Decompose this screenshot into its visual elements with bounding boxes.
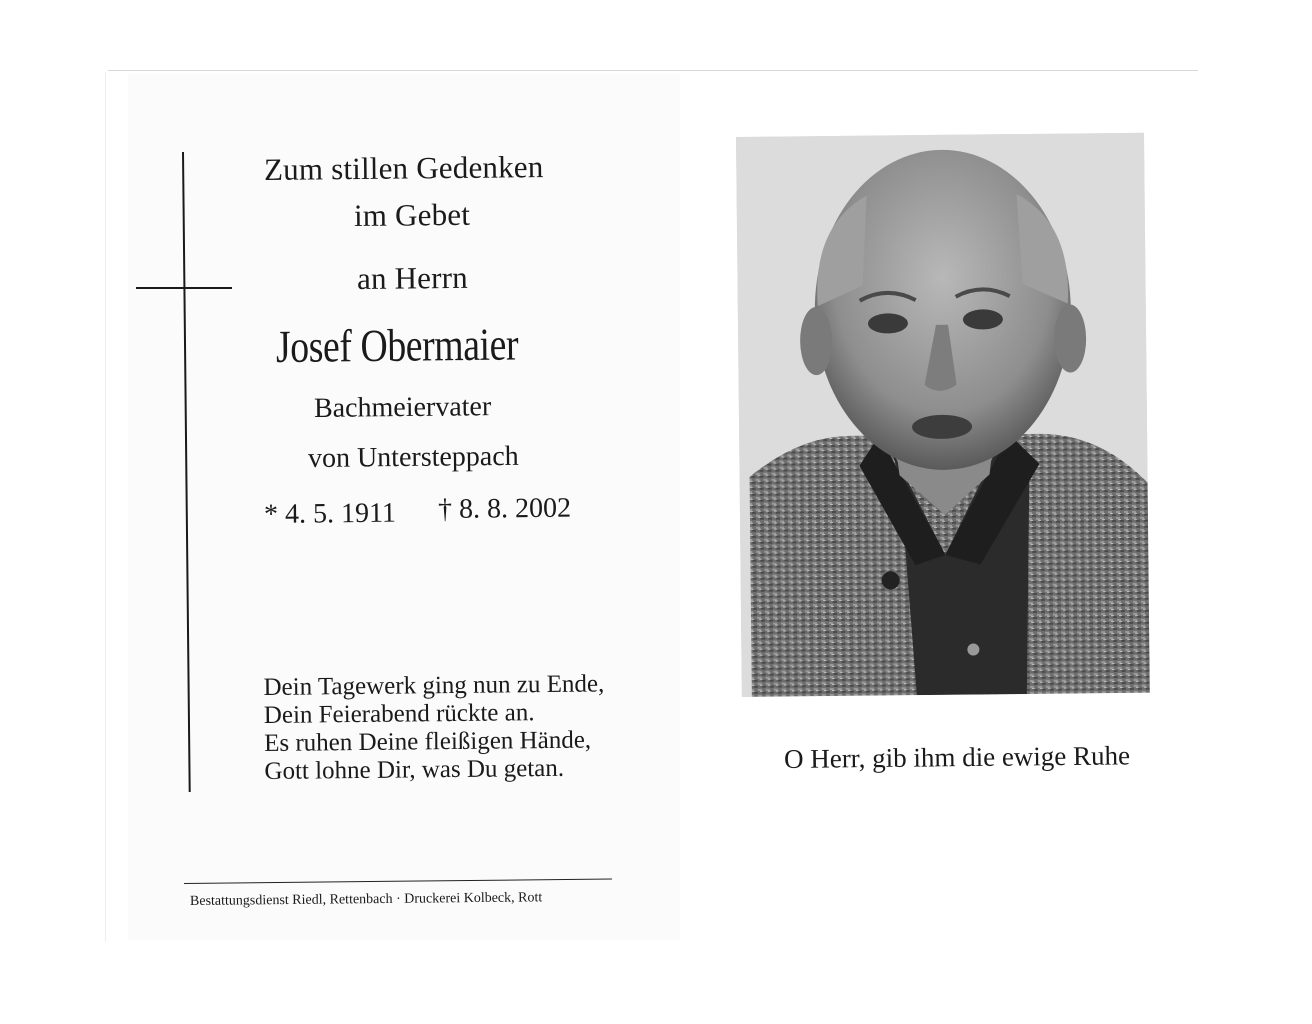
heading-line-1: Zum stillen Gedenken — [263, 149, 544, 187]
verse — [263, 670, 605, 786]
heading-line-2: im Gebet — [353, 196, 471, 233]
portrait-photo — [736, 133, 1150, 697]
verse-line: Gott lohne Dir, was Du getan. — [264, 754, 565, 785]
verse-line: Dein Tagewerk ging nun zu Ende, — [263, 670, 605, 702]
death-date: † 8. 8. 2002 — [437, 492, 572, 525]
verse-line: Es ruhen Deine fleißigen Hände, — [264, 726, 592, 757]
birth-date: * 4. 5. 1911 — [263, 497, 397, 530]
deceased-title: Bachmeiervater — [313, 391, 492, 424]
cross-icon-horizontal — [136, 287, 232, 289]
heading-line-3: an Herrn — [356, 259, 469, 296]
card-edge — [105, 72, 106, 942]
footer-credits: Bestattungsdienst Riedl, Rettenbach · Druckerei Kolbeck, Rott — [189, 890, 543, 909]
deceased-origin: von Untersteppach — [307, 440, 519, 474]
prayer-line: O Herr, gib ihm die ewige Ruhe — [783, 740, 1131, 774]
portrait-image — [736, 133, 1150, 697]
verse-line: Dein Feierabend rückte an. — [263, 699, 535, 730]
deceased-name: Josef Obermaier — [275, 318, 519, 372]
